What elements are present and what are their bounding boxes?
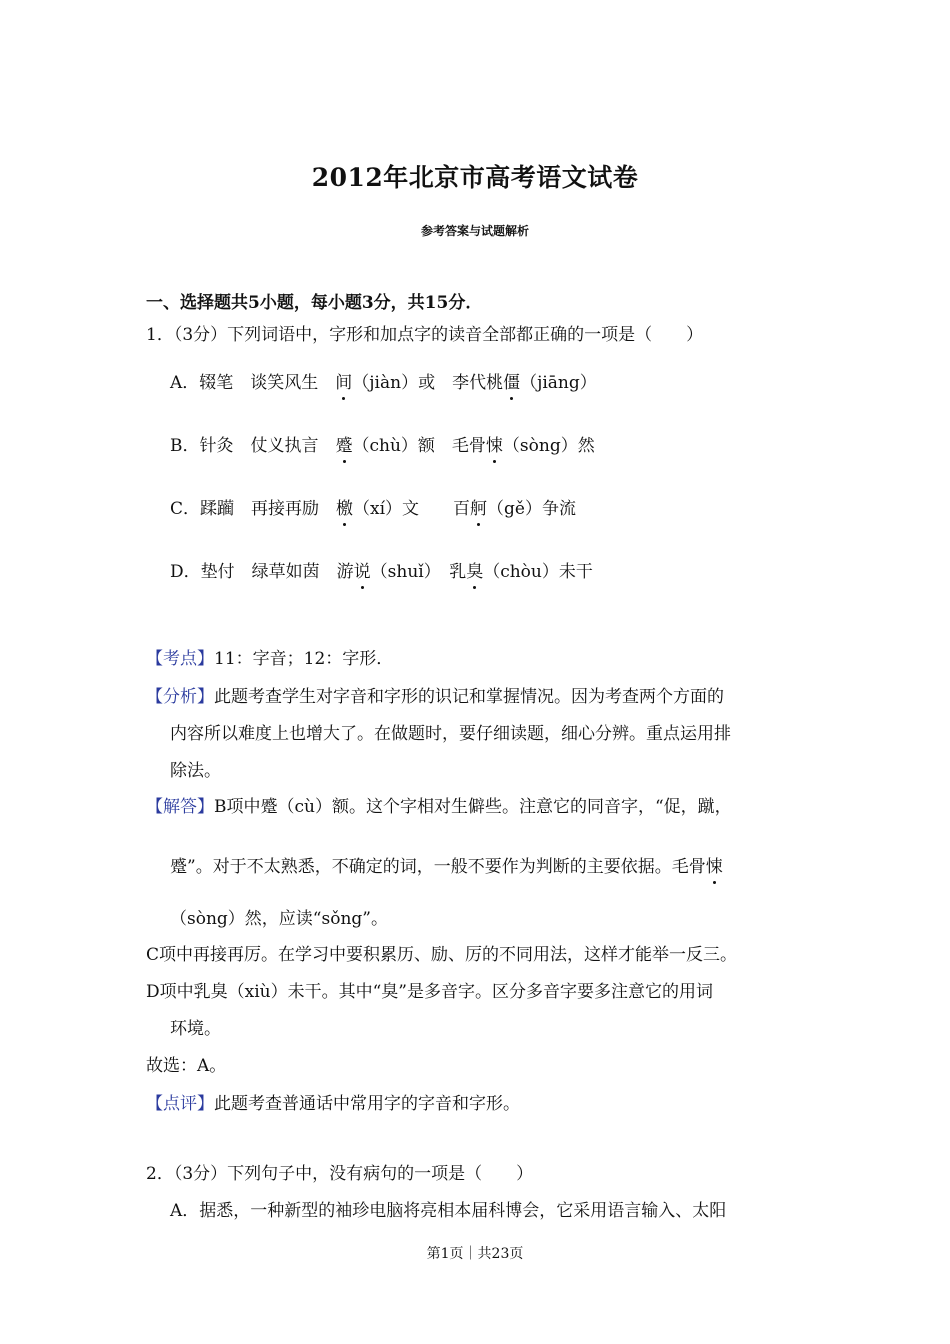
- fenxi-line-2: 内容所以难度上也增大了。在做题时，要仔细读题，细心分辨。重点运用排: [170, 724, 731, 744]
- answer-line: 故选：A。: [146, 1056, 227, 1076]
- page-subtitle: 参考答案与试题解析: [420, 224, 529, 238]
- question-1-option-b: B．针灸 仗义执言 蹙（chù）额 毛骨悚（sòng）然: [170, 436, 595, 456]
- dianping-tag: 【点评】: [146, 1094, 214, 1114]
- question-1-option-c: C．蹂躏 再接再励 檄（xí）文 百舸（gě）争流: [170, 499, 576, 519]
- jieda-line-2: 蹙”。对于不太熟悉，不确定的词，一般不要作为判断的主要依据。毛骨悚: [170, 857, 723, 877]
- question-2-option-a: A．据悉，一种新型的袖珍电脑将亮相本届科博会，它采用语言输入、太阳: [170, 1201, 727, 1221]
- page-title: 2012年北京市高考语文试卷: [311, 163, 639, 192]
- kaodian-tag: 【考点】: [146, 649, 214, 669]
- jieda-line-5: D项中乳臭（xiù）未干。其中“臭”是多音字。区分多音字要多注意它的用词: [146, 982, 713, 1002]
- fenxi-line-3: 除法。: [170, 761, 221, 781]
- question-1-stem: 1．（3分）下列词语中，字形和加点字的读音全部都正确的一项是（ ）: [146, 325, 704, 345]
- jieda-line-1: 【解答】B项中蹙（cù）额。这个字相对生僻些。注意它的同音字，“促，蹴，: [146, 797, 732, 817]
- page-footer: 第1页｜共23页: [426, 1246, 524, 1262]
- question-1-option-d: D．垫付 绿草如茵 游说（shuǐ） 乳臭（chòu）未干: [170, 562, 593, 582]
- question-2-stem: 2．（3分）下列句子中，没有病句的一项是（ ）: [146, 1164, 534, 1184]
- jieda-line-6: 环境。: [170, 1019, 221, 1039]
- fenxi-tag: 【分析】: [146, 687, 214, 707]
- kaodian-line: 【考点】11：字音；12：字形．: [146, 649, 394, 669]
- jieda-tag: 【解答】: [146, 797, 214, 817]
- question-1-option-a: A．辍笔 谈笑风生 间（jiàn）或 李代桃僵（jiāng）: [170, 373, 597, 393]
- section-heading: 一、选择题共5小题，每小题3分，共15分．: [146, 293, 483, 313]
- dianping-line: 【点评】此题考查普通话中常用字的字音和字形。: [146, 1094, 520, 1114]
- fenxi-line-1: 【分析】此题考查学生对字音和字形的识记和掌握情况。因为考查两个方面的: [146, 687, 724, 707]
- jieda-line-3: （sòng）然，应读“sǒng”。: [170, 909, 388, 929]
- jieda-line-4: C项中再接再厉。在学习中要积累历、励、厉的不同用法，这样才能举一反三。: [146, 945, 738, 965]
